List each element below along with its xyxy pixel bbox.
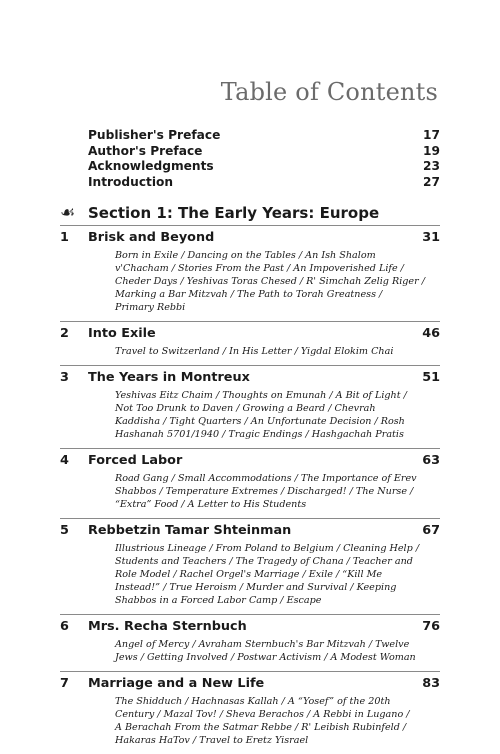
chapter-topics — [115, 345, 440, 358]
topic-line: Jews / Getting Involved / Postwar Activism / A Modest Woman — [115, 652, 416, 663]
front-matter-list — [88, 128, 440, 190]
chapter-number: 7 — [60, 676, 69, 691]
chapter-page: 67 — [422, 523, 440, 538]
topic-line: Role Model / Rachel Orgel's Marriage / Exile / “Kill Me — [115, 569, 383, 580]
topic-line: Century / Mazal Tov! / Sheva Berachos / A Rebbi in Lugano / — [115, 709, 410, 720]
chapter-entry — [60, 671, 440, 747]
topic-line: Angel of Mercy / Avraham Sternbuch's Bar Mitzvah / Twelve — [115, 639, 410, 650]
chapter-page: 76 — [422, 619, 440, 634]
page-title: Table of Contents — [220, 78, 438, 106]
chapter-topics — [115, 249, 440, 314]
chapter-title: Rebbetzin Tamar Shteinman — [88, 523, 292, 538]
topic-line: Not Too Drunk to Daven / Growing a Beard / Chevrah — [115, 403, 376, 414]
topic-line: Kaddisha / Tight Quarters / An Unfortunate Decision / Rosh — [115, 416, 405, 427]
topic-line: Travel to Switzerland / In His Letter / Yigdal Elokim Chai — [115, 346, 394, 357]
section-heading — [60, 203, 440, 223]
topic-line: Shabbos / Temperature Extremes / Discharged! / The Nurse / — [115, 486, 414, 497]
topic-line: Marking a Bar Mitzvah / The Path to Torah Greatness / — [115, 289, 383, 300]
front-matter-entry — [88, 175, 440, 191]
chapter-page: 46 — [422, 326, 440, 341]
topic-line: “Extra” Food / A Letter to His Students — [115, 499, 307, 510]
front-matter-label: Introduction — [88, 174, 174, 189]
topic-line: Primary Rebbi — [115, 302, 186, 313]
topic-line: Students and Teachers / The Tragedy of Chana / Teacher and — [115, 556, 413, 567]
chapter-entry — [60, 321, 440, 358]
front-matter-entry — [88, 159, 440, 175]
topic-line: A Berachah From the Satmar Rebbe / R' Leibish Rubinfeld / — [115, 722, 407, 733]
chapter-number: 2 — [60, 326, 69, 341]
chapter-topics — [115, 472, 440, 511]
chapter-number: 1 — [60, 230, 69, 245]
section-title: Section 1: The Early Years: Europe — [88, 204, 380, 222]
front-matter-page: 23 — [423, 159, 440, 173]
chapter-entry — [60, 365, 440, 441]
topic-line: Instead!” / True Heroism / Murder and Survival / Keeping — [115, 582, 397, 593]
chapter-topics — [115, 638, 440, 664]
chapter-title: The Years in Montreux — [88, 370, 250, 385]
chapter-topics — [115, 542, 440, 607]
front-matter-page: 19 — [423, 143, 440, 158]
topic-line: Illustrious Lineage / From Poland to Belgium / Cleaning Help / — [115, 543, 420, 554]
chapter-number: 6 — [60, 619, 69, 634]
topic-line: Hashanah 5701/1940 / Tragic Endings / Hashgachah Pratis — [115, 429, 404, 440]
topic-line: Yeshivas Eitz Chaim / Thoughts on Emunah / A Bit of Light / — [115, 390, 407, 401]
topic-line: Born in Exile / Dancing on the Tables / An Ish Shalom — [115, 250, 376, 261]
chapter-entry — [60, 614, 440, 664]
topic-line: The Shidduch / Hachnasas Kallah / A “Yosef” of the 20th — [115, 696, 391, 707]
chapter-number: 4 — [60, 453, 69, 468]
topic-line: Shabbos in a Forced Labor Camp / Escape — [115, 595, 322, 606]
topic-line: v'Chacham / Stories From the Past / An Impoverished Life / — [115, 263, 404, 274]
chapter-entry — [60, 448, 440, 511]
front-matter-page: 17 — [423, 128, 440, 142]
chapter-title: Marriage and a New Life — [88, 676, 265, 691]
chapter-number: 3 — [60, 370, 69, 385]
chapter-page: 63 — [422, 453, 440, 468]
front-matter-entry — [88, 128, 440, 144]
chapter-list — [60, 225, 440, 754]
front-matter-label: Acknowledgments — [88, 159, 214, 173]
topic-line: Road Gang / Small Accommodations / The Importance of Erev — [115, 473, 417, 484]
front-matter-entry — [88, 144, 440, 160]
front-matter-label: Author's Preface — [88, 143, 203, 158]
chapter-topics — [115, 389, 440, 441]
chapter-title: Brisk and Beyond — [88, 230, 215, 245]
chapter-title: Mrs. Recha Sternbuch — [88, 619, 247, 634]
front-matter-page: 27 — [423, 174, 440, 189]
chapter-title: Into Exile — [88, 326, 156, 341]
front-matter-label: Publisher's Preface — [88, 128, 221, 142]
chapter-number: 5 — [60, 523, 69, 538]
topic-line: Cheder Days / Yeshivas Toras Chesed / R' Simchah Zelig Riger / — [115, 276, 425, 287]
chapter-entry — [60, 225, 440, 314]
chapter-entry — [60, 518, 440, 607]
topic-line: Hakaras HaTov / Travel to Eretz Yisrael — [115, 735, 309, 746]
chapter-page: 31 — [422, 230, 440, 245]
chapter-page: 83 — [422, 676, 440, 691]
chapter-topics — [115, 695, 440, 747]
chapter-page: 51 — [422, 370, 440, 385]
decorative-fleuron-icon: ☙ — [60, 203, 76, 223]
chapter-title: Forced Labor — [88, 453, 183, 468]
